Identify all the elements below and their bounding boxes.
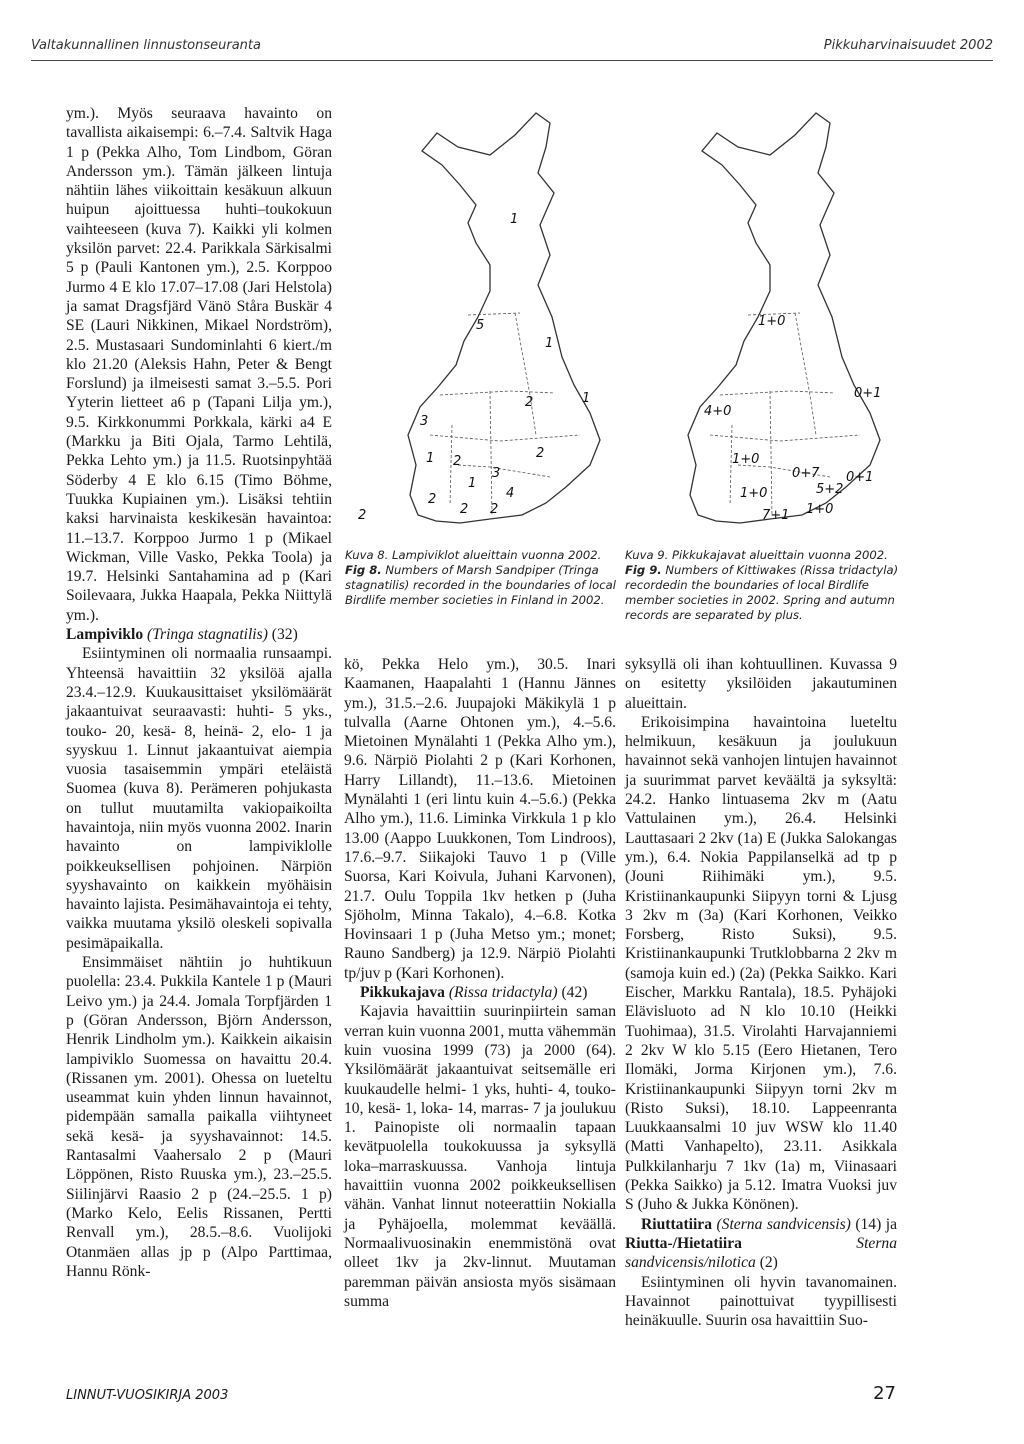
species-heading-riuttatiira xyxy=(625,1215,897,1273)
caption-fi: Lampiviklot alueittain vuonna 2002. xyxy=(388,548,602,562)
caption-en: Numbers of Kittiwakes (Rissa tridactyla) recordedin the boundaries of local Birdlife member societies in 2002. Spring and autumn records are separated by plus. xyxy=(625,563,899,622)
map-number: 1+0 xyxy=(732,452,760,467)
map-number: 2 xyxy=(525,395,534,410)
column-2 xyxy=(344,655,616,1311)
map-number: 1+0 xyxy=(806,502,834,517)
map-number: 3 xyxy=(492,466,501,481)
species-count-2: (2) xyxy=(755,1254,778,1272)
running-header-left: Valtakunnallinen linnustonseuranta xyxy=(31,38,261,53)
species-latin: (Tringa stagnatilis) xyxy=(147,626,268,644)
map-number: 0+7 xyxy=(792,466,820,481)
map-number: 1+0 xyxy=(740,486,768,501)
map-number: 0+1 xyxy=(846,470,874,485)
caption-label-en: Fig 8. xyxy=(345,563,382,577)
map-number: 1 xyxy=(545,336,554,351)
map-number: 2 xyxy=(490,502,499,517)
caption-label: Kuva 9. xyxy=(625,548,669,562)
species-count: (14) ja xyxy=(850,1215,897,1233)
column-1 xyxy=(66,104,332,1281)
map-number: 5+2 xyxy=(816,482,844,497)
map-number: 2 xyxy=(460,502,469,517)
species-count: (32) xyxy=(267,626,298,644)
paragraph: Esiintyminen oli hyvin tavanomainen. Havainnot painottuivat tyypillisesti heinäkuulle. Suurin osa havaittiin Suo- xyxy=(625,1273,897,1330)
page-number: 27 xyxy=(873,1383,896,1404)
species-name: Pikkukajava xyxy=(360,984,445,1002)
figure-9-map xyxy=(620,95,900,530)
map-number: 7+1 xyxy=(762,508,790,523)
species-count: (42) xyxy=(557,984,588,1002)
caption-fi: Pikkukajavat alueittain vuonna 2002. xyxy=(668,548,888,562)
map-number: 1 xyxy=(582,391,591,406)
map-number: 2 xyxy=(358,508,367,523)
footer-journal: LINNUT-VUOSIKIRJA 2003 xyxy=(66,1388,229,1403)
figure-8-map xyxy=(340,95,620,530)
species-latin: (Sterna sandvicensis) xyxy=(712,1215,851,1233)
paragraph: kö, Pekka Helo ym.), 30.5. Inari Kaamanen, Haapalahti 1 (Hannu Jännes ym.), 31.5.–2.6. Juupajoki Mäkikylä 1 p tulvalla (Aarne Ohtonen ym.), 4.–5.6. Mietoinen Mynälahti 1 (Pekka Alho ym.), 9.6. Närpiö Piolahti 2 p (Kari Korhonen, Harry Lillandt), 11.–13.6. Mietoinen Mynälahti 1 (eri lintu kuin 4.–5.6.) (Pekka Alho ym.), 11.6. Liminka Virkkula 1 p klo 13.00 (Aappo Luukkonen, Tom Lindroos), 17.6.–9.7. Siikajoki Tauvo 1 p (Ville Suorsa, Kari Koivula, Juhani Karvonen), 21.7. Oulu Toppila 1kv hetken p (Juha Sjöholm, Minna Takalo), 4.–6.8. Kotka Hovinsaari 1 p (Juha Metso ym.; monet; Rauno Sandberg) ja 12.9. Närpiö Piolahti tp/juv p (Kari Korhonen). xyxy=(344,656,616,982)
paragraph: Ensimmäiset nähtiin jo huhtikuun puolella: 23.4. Pukkila Kantele 1 p (Mauri Leivo ym.) ja 24.4. Jomala Torpfjärden 1 p (Göran Andersson, Björn Andersson, Henrik Lindholm ym.). Kaikkein aikaisin lampiviklo Suomessa on havaittu 20.4. (Rissanen ym. 2001). Ohessa on lueteltu useammat kuin yhden linnun havainnot, pidempään samalla paikalla viihtyneet sekä kesä- ja syyshavainnot: 14.5. Rantasalmi Vaahersalo 2 p (Mauri Löppönen, Risto Ruuska ym.), 23.–25.5. Siilinjärvi Raasio 2 p (24.–25.5. 1 p) (Marko Kelo, Eelis Rissanen, Pertti Renvall ym.), 28.5.–8.6. Vuolijoki Otanmäen allas jp p (Alpo Parttimaa, Hannu Rönk- xyxy=(66,954,332,1280)
species-name: Riuttatiira xyxy=(641,1215,713,1233)
species-heading-lampiviklo xyxy=(66,625,332,644)
map-number: 1 xyxy=(426,451,435,466)
species-heading-pikkukajava xyxy=(344,983,616,1002)
running-header-right: Pikkuharvinaisuudet 2002 xyxy=(823,38,993,53)
caption-label-en: Fig 9. xyxy=(625,563,662,577)
map-number: 2 xyxy=(536,446,545,461)
header-rule xyxy=(31,60,993,61)
species-name: Lampiviklo xyxy=(66,626,144,644)
species-latin-2: Sterna sandvicensis/nilotica xyxy=(625,1234,897,1272)
map-number: 4 xyxy=(506,486,515,501)
species-latin: (Rissa tridactyla) xyxy=(448,984,558,1002)
map-number: 3 xyxy=(420,414,429,429)
map-number: 2 xyxy=(428,492,437,507)
map-number: 2 xyxy=(453,454,462,469)
paragraph: Kajavia havaittiin suurinpiirtein saman verran kuin vuonna 2001, mutta vähemmän kuin vuosina 1999 (73) ja 2000 (64). Yksilömäärät jakaantuivat seitsemälle eri kuukaudelle helmi- 1 yks, huhti- 4, touko- 10, kesä- 1, loka- 14, marras- 7 ja joulukuu 1. Painopiste oli normaalin tapaan kevätpuolella toukokuussa ja syksyllä loka–marraskuussa. Vanhoja lintuja havaittiin vuonna 2002 poikkeuksellisen vähän. Vanhat linnut noteerattiin Nokialla ja Pyhäjoella, molemmat keväällä. Normaalivuosinakin enemmistönä ovat olleet 1kv ja 2kv-linnut. Muutaman paremman päivän ansiosta myös sisämaan summa xyxy=(344,1003,616,1310)
paragraph: ym.). Myös seuraava havainto on tavallista aikaisempi: 6.–7.4. Saltvik Haga 1 p (Pekka Alho, Tom Lindbom, Göran Andersson ym.). Tämän jälkeen lintuja nähtiin lähes viikoittain kesäkuun alkuun huipun ajoittuessa huhti–toukokuun vaihteeseen (kuva 7). Kaikki yli kolmen yksilön parvet: 22.4. Parikkala Särkisalmi 5 p (Pauli Kantonen ym.), 2.5. Korppoo Jurmo 4 E klo 17.07–17.08 (Jari Helstola) ja samat Dragsfjärd Vänö Ståra Buskär 4 SE (Lauri Nikkinen, Mikael Nordström), 2.5. Mustasaari Sundominlahti 6 kiert./m klo 21.20 (Aleksis Hahn, Peter & Bengt Forslund) ja ilmeisesti samat 3.–5.5. Pori Yyterin lietteet a6 p (Tapani Lilja ym.), 9.5. Kirkkonummi Porkkala, kärki a4 E (Markku ja Biti Ojala, Tarmo Lehtilä, Pekka Lehto ym.) ja 11.5. Ruotsinpyhtää Söderby 4 E klo 6.15 (Timo Böhme, Tuukka Kupiainen ym.). Lisäksi tehtiin kaksi harvinaista keskikesän havaintoa: 11.–13.7. Korppoo Jurmo 1 p (Mikael Wickman, Ville Vasko, Pekka Toola) ja 19.7. Helsinki Santahamina ad p (Kari Soilevaara, Jukka Haapala, Pekka Niittylä ym.). xyxy=(66,105,332,624)
species-name-2: Riutta-/Hietatiira xyxy=(625,1234,742,1252)
paragraph: syksyllä oli ihan kohtuullinen. Kuvassa 9 on esitetty yksilöiden jakautuminen alueittain. xyxy=(625,656,897,712)
column-3 xyxy=(625,655,897,1330)
finland-outline xyxy=(408,113,600,523)
region-boundaries xyxy=(430,313,580,515)
paragraph: Esiintyminen oli normaalia runsaampi. Yhteensä havaittiin 32 yksilöä ajalla 23.4.–12.9. Kuukausittaiset yksilömäärät jakaantuivat seuraavasti: huhti- 5 yks., touko- 20, kesä- 8, heinä- 2, elo- 1 ja syyskuu 1. Linnut jakaantuivat aiempia vuosia tasaisemmin ympäri eteläistä Suomea (kuva 8). Perämeren pohjukasta on tullut muutamilta vakiopaikoilta havaintoja, niin myös vuonna 2002. Inarin havainto on lampiviklolle poikkeuksellisen pohjoinen. Närpiön syyshavainto on kaikkein myöhäisin havainto lajista. Pesimähavaintoja ei tehty, vaikka muutama yksilö oleskeli sopivalla pesimäpaikalla. xyxy=(66,645,332,952)
figure-9-caption xyxy=(625,548,905,623)
figure-8-caption xyxy=(345,548,625,608)
paragraph: Erikoisimpina havaintoina lueteltu helmikuun, kesäkuun ja joulukuun havainnot sekä vanhojen lintujen havainnot ja suurimmat parvet keväältä ja syksyltä: 24.2. Hanko lintuasema 2kv m (Aatu Vattulainen ym.), 26.4. Helsinki Lauttasaari 2 2kv (1a) E (Jukka Salokangas ym.), 6.4. Nokia Pappilanselkä ad tp p (Jouni Riihimäki ym.), 9.5. Kristiinankaupunki Siipyyn torni & Ljusg 3 2kv m (3a) (Kari Korhonen, Veikko Forsberg, Risto Suksi), 9.5. Kristiinankaupunki Trutklobbarna 2 2kv m (samoja kuin ed.) (2a) (Pekka Saikko. Kari Eischer, Markku Rantala), 18.5. Pyhäjoki Elävisluoto ad N klo 10.10 (Heikki Tuohimaa), 31.5. Virolahti Harvajanniemi 2 2kv W klo 5.15 (Eero Hietanen, Tero Ilomäki, Jorma Kirjonen ym.), 7.6. Kristiinankaupunki Siipyyn torni 2kv m (Risto Suksi), 18.10. Lappeenranta Luukkaansalmi 10 juv WSW klo 11.40 (Matti Vanhapelto), 23.11. Asikkala Pulkkilanharju 7 1kv (1a) m, Viinasaari (Pekka Saikko) ja 5.12. Imatra Vuoksi juv S (Juho & Jukka Könönen). xyxy=(625,713,897,1214)
map-number: 4+0 xyxy=(704,404,732,419)
map-number: 0+1 xyxy=(854,386,882,401)
map-number: 1+0 xyxy=(758,314,786,329)
caption-en: Numbers of Marsh Sandpiper (Tringa stagnatilis) recorded in the boundaries of local Birdlife member societies in Finland in 2002. xyxy=(345,563,616,607)
map-number: 1 xyxy=(510,212,519,227)
caption-label: Kuva 8. xyxy=(345,548,389,562)
map-number: 1 xyxy=(468,476,477,491)
map-number: 5 xyxy=(476,318,485,333)
